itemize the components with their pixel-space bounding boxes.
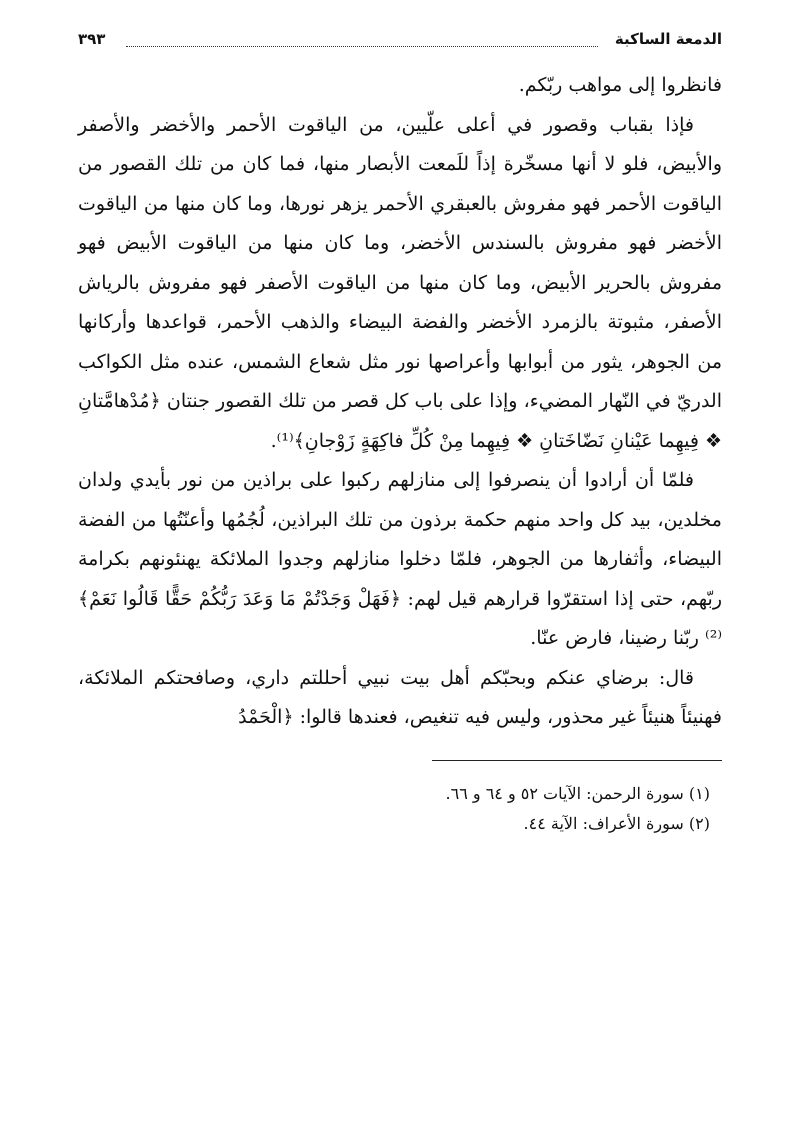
running-title: الدمعة الساكبة [614, 30, 722, 48]
footnote-separator [432, 760, 722, 761]
page-header [78, 22, 722, 52]
header-dotted-rule [126, 46, 598, 47]
paragraph-4: قال: برضاي عنكم وبحبّكم أهل بيت نبيي أحللتم داري، وصافحتكم الملائكة، فهنيئاً هنيئاً غير محذور، وليس فيه تنغيص، فعندها قالوا: ﴿الْحَمْدُ [78, 666, 722, 728]
paragraph-1: فانظروا إلى مواهب ربّكم. [518, 74, 722, 96]
footnotes [78, 779, 722, 839]
paragraph-2: فإذا بقباب وقصور في أعلى علّيين، من الياقوت الأحمر والأخضر والأصفر والأبيض، فلو لا أنها مسخّرة إذاً للَمعت الأبصار منها، فما كان من تلك القصور من الياقوت الأحمر فهو مفروش بالعبقري الأحمر يزهر نورها، وما كان منها من الياقوت الأخضر فهو مفروش بالسندس الأخضر، وما كان منها من الياقوت الأبيض فهو مفروش بالحرير الأبيض، وما كان منها من الياقوت الأصفر فهو مفروش بالرياش الأصفر، مثبوتة بالزمرد الأخضر والفضة البيضاء والذهب الأحمر، قواعدها وأركانها من الجوهر، يثور من أبوابها وأعراصها نور مثل شعاع الشمس، عنده مثل الكواكب الدريّ في النّهار المضيء، وإذا على باب كل قصر من تلك القصور جنتان ﴿مُدْهامَّتانِ ❖ فِيهِما عَيْنانِ نَضّاخَتانِ ❖ فِيهِما مِنْ كُلِّ فاكِهَةٍ زَوْجانِ﴾⁽¹⁾. [78, 113, 722, 452]
footnote-1: (١) سورة الرحمن: الآيات ٥٢ و ٦٤ و ٦٦. [445, 783, 710, 803]
paragraph-3: فلمّا أن أرادوا أن ينصرفوا إلى منازلهم ركبوا على براذين من نور بأيدي ولدان مخلدين، بيد كل واحد منهم حكمة برذون من تلك البراذين، لُجُمُها وأعنّتُها من الفضة البيضاء، وأثفارها من الجوهر، فلمّا دخلوا منازلهم وجدوا الملائكة يهنئونهم بكرامة ربّهم، حتى إذا استقرّوا قرارهم قيل لهم: ﴿فَهَلْ وَجَدْتُمْ مَا وَعَدَ رَبُّكُمْ حَقًّا قَالُوا نَعَمْ﴾⁽²⁾ ربّنا رضينا، فارض عنّا. [78, 469, 722, 649]
page [78, 22, 722, 839]
body-text [78, 66, 722, 738]
footnote-2: (٢) سورة الأعراف: الآية ٤٤. [523, 813, 710, 833]
page-number: ٣٩٣ [78, 30, 106, 48]
